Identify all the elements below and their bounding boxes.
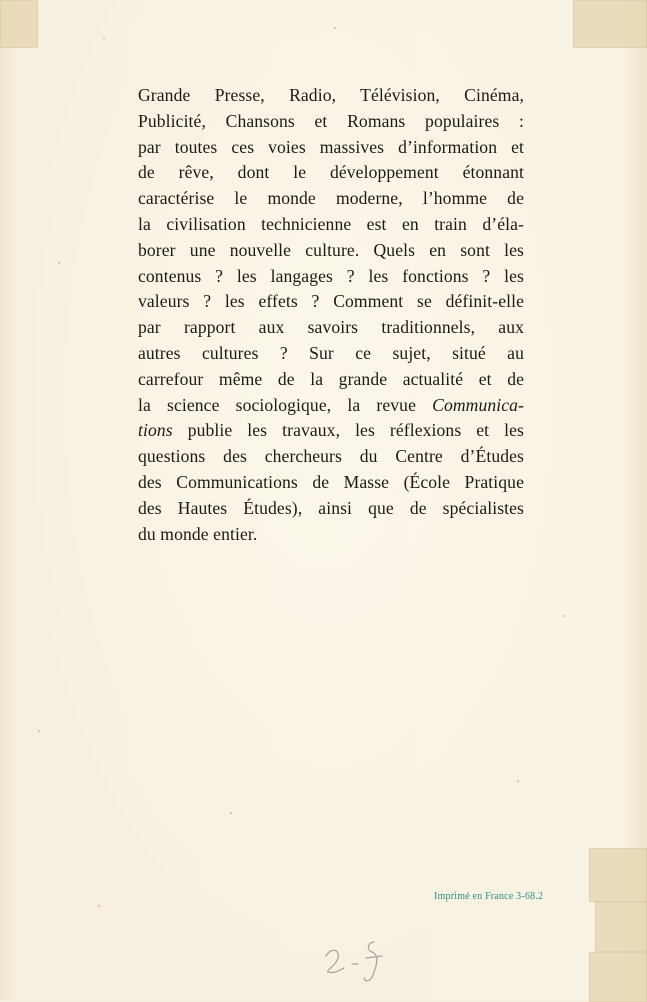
blurb-text: la science sociologique, la revue [138, 394, 416, 415]
journal-title-italic: tions [138, 420, 173, 441]
printer-imprint: Imprimé en France 3-68.2 [434, 891, 544, 902]
blurb-line: des Communications de Masse (École Pratique [138, 471, 524, 492]
blurb-line: contenus ? les langages ? les fonctions ? les [138, 265, 524, 286]
blurb-line: la civilisation technicienne est en train d’éla- [138, 213, 524, 234]
blurb-line: des Hautes Études), ainsi que de spécialistes [138, 497, 524, 518]
blurb-line: autres cultures ? Sur ce sujet, situé au [138, 342, 524, 363]
blurb-line: du monde entier. [138, 523, 258, 544]
blurb-line: Publicité, Chansons et Romans populaires : [138, 110, 524, 131]
tape-mark-top-right [573, 0, 647, 48]
blurb-line: questions des chercheurs du Centre d’Études [138, 446, 524, 467]
blurb-line: de rêve, dont le développement étonnant [138, 162, 524, 183]
journal-title-italic: Communica- [432, 394, 525, 415]
blurb-line: borer une nouvelle culture. Quels en sont les [138, 239, 524, 260]
blurb-line: carrefour même de la grande actualité et de [138, 368, 524, 389]
tape-mark-right-3 [589, 952, 647, 1002]
tape-mark-right-2 [595, 902, 647, 952]
blurb-line: par rapport aux savoirs traditionnels, aux [138, 317, 524, 338]
tape-mark-right-1 [589, 848, 647, 902]
blurb-line: Grande Presse, Radio, Télévision, Cinéma, [138, 85, 524, 105]
blurb-text: publie les travaux, les réflexions et les [187, 420, 524, 441]
blurb-line: caractérise le monde moderne, l’homme de [138, 188, 524, 209]
pencil-scribble-icon [318, 930, 398, 990]
blurb-line [138, 418, 524, 444]
tape-mark-top-left [0, 0, 38, 48]
blurb-line: valeurs ? les effets ? Comment se définit-elle [138, 291, 524, 312]
blurb-line: par toutes ces voies massives d’information et [138, 136, 524, 157]
blurb-line [138, 393, 524, 419]
cover-blurb [138, 83, 524, 547]
